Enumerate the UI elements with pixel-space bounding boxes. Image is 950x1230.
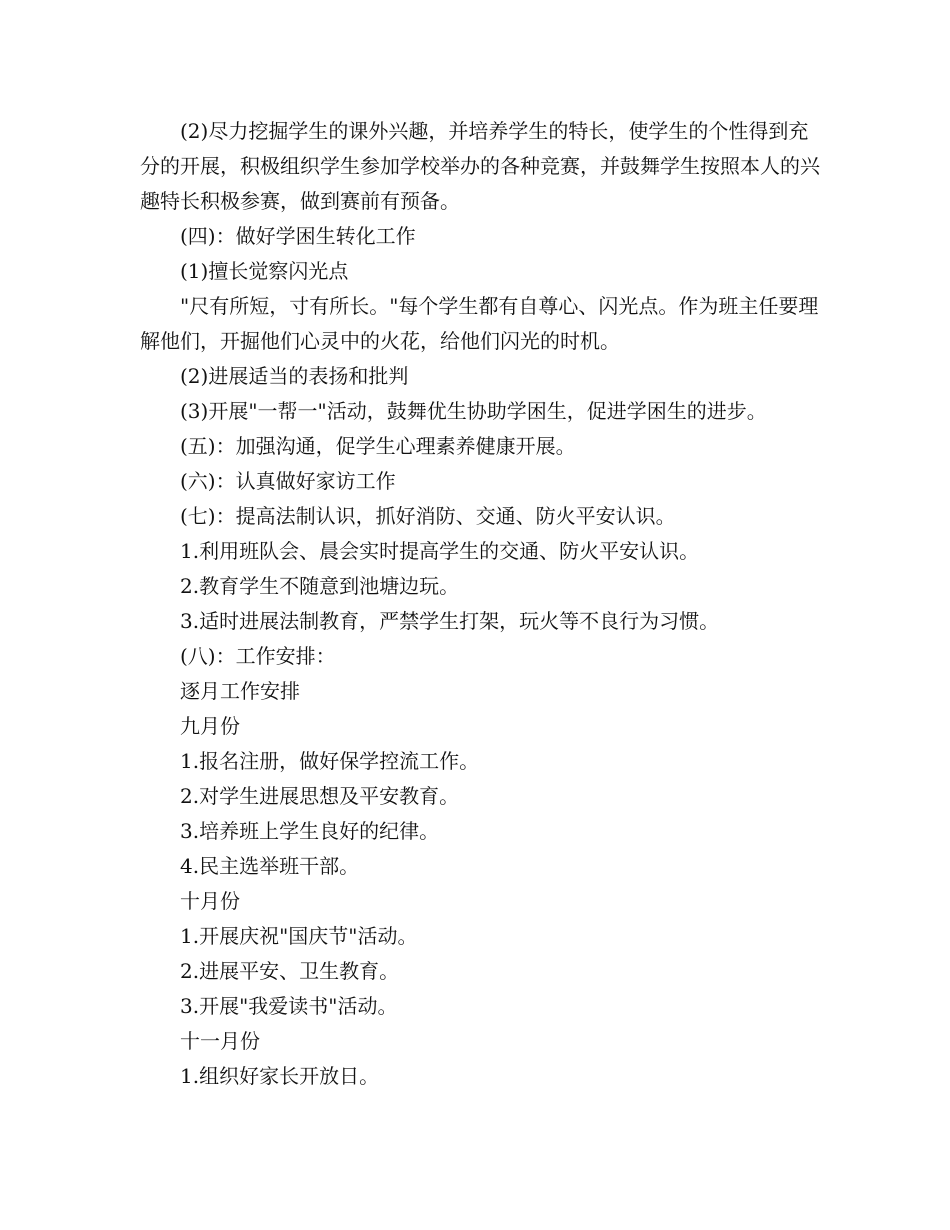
september-item-1: 1.报名注册，做好保学控流工作。 (180, 749, 480, 773)
heading-legal-safety: (七)：提高法制认识，抓好消防、交通、防火平安认识。 (180, 504, 676, 528)
october-item-2: 2.进展平安、卫生教育。 (180, 959, 400, 983)
item-safety-meetings: 1.利用班队会、晨会实时提高学生的交通、防火平安认识。 (180, 539, 700, 563)
heading-communication: (五)：加强沟通，促学生心理素养健康开展。 (180, 434, 576, 458)
heading-home-visits: (六)：认真做好家访工作 (180, 469, 396, 493)
month-november: 十一月份 (180, 1029, 260, 1053)
october-item-1: 1.开展庆祝"国庆节"活动。 (180, 924, 418, 948)
month-september: 九月份 (180, 714, 240, 738)
document-body (140, 114, 820, 1094)
item-praise-criticism: (2)进展适当的表扬和批判 (180, 364, 409, 388)
heading-monthly-plan: 逐月工作安排 (180, 679, 300, 703)
item-peer-help: (3)开展"一帮一"活动，鼓舞优生协助学困生，促进学困生的进步。 (180, 399, 767, 423)
november-item-1: 1.组织好家长开放日。 (180, 1064, 380, 1088)
october-item-3: 3.开展"我爱读书"活动。 (180, 994, 398, 1018)
september-item-4: 4.民主选举班干部。 (180, 854, 360, 878)
heading-struggling-students: (四)：做好学困生转化工作 (180, 224, 416, 248)
paragraph-interest-development: (2)尽力挖掘学生的课外兴趣，并培养学生的特长，使学生的个性得到充分的开展，积极组织学生参加学校举办的各种竞赛，并鼓舞学生按照本人的兴趣特长积极参赛，做到赛前有预备。 (140, 119, 820, 213)
month-october: 十月份 (180, 889, 240, 913)
item-legal-education: 3.适时进展法制教育，严禁学生打架，玩火等不良行为习惯。 (180, 609, 720, 633)
heading-work-arrangement: (八)：工作安排： (180, 644, 336, 668)
september-item-3: 3.培养班上学生良好的纪律。 (180, 819, 440, 843)
item-pond-safety: 2.教育学生不随意到池塘边玩。 (180, 574, 460, 598)
item-find-strengths: (1)擅长觉察闪光点 (180, 259, 349, 283)
paragraph-self-esteem: "尺有所短，寸有所长。"每个学生都有自尊心、闪光点。作为班主任要理解他们，开掘他们心灵中的火花，给他们闪光的时机。 (140, 294, 819, 353)
september-item-2: 2.对学生进展思想及平安教育。 (180, 784, 460, 808)
